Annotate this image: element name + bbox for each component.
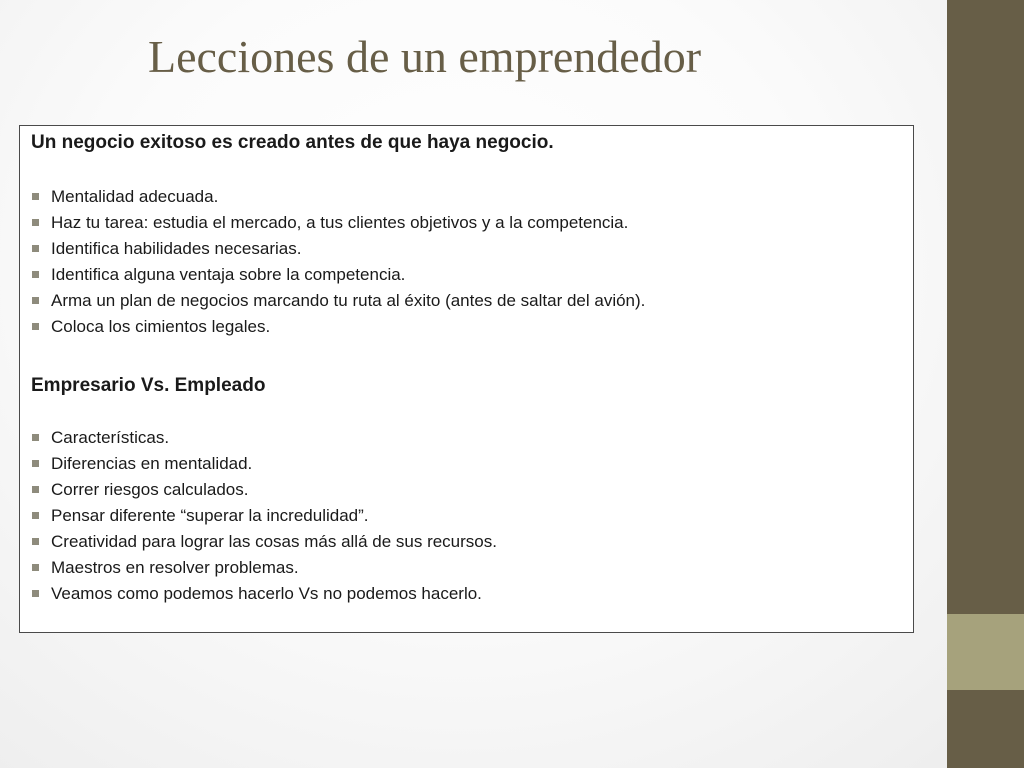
square-bullet-icon [32,323,39,330]
bullet-list-1 [31,184,901,340]
square-bullet-icon [32,271,39,278]
list-item [31,288,901,314]
list-item [31,236,901,262]
list-item [31,314,901,340]
square-bullet-icon [32,219,39,226]
list-item [31,581,901,607]
list-item-text: Haz tu tarea: estudia el mercado, a tus clientes objetivos y a la competencia. [51,213,629,232]
content-box [19,125,914,633]
list-item-text: Maestros en resolver problemas. [51,558,299,577]
list-item [31,425,901,451]
square-bullet-icon [32,460,39,467]
list-item-text: Arma un plan de negocios marcando tu ruta al éxito (antes de saltar del avión). [51,291,646,310]
square-bullet-icon [32,434,39,441]
square-bullet-icon [32,486,39,493]
list-item-text: Coloca los cimientos legales. [51,317,271,336]
list-item [31,555,901,581]
list-item [31,451,901,477]
list-item [31,262,901,288]
list-item-text: Identifica alguna ventaja sobre la competencia. [51,265,406,284]
list-item [31,210,901,236]
list-item-text: Diferencias en mentalidad. [51,454,253,473]
list-item-text: Creatividad para lograr las cosas más allá de sus recursos. [51,532,497,551]
list-item [31,184,901,210]
square-bullet-icon [32,193,39,200]
square-bullet-icon [32,590,39,597]
list-item-text: Pensar diferente “superar la incredulidad”. [51,506,369,525]
side-band-accent [947,614,1024,690]
list-item-text: Características. [51,428,170,447]
section-heading-2: Empresario Vs. Empleado [31,375,266,396]
list-item-text: Identifica habilidades necesarias. [51,239,302,258]
list-item-text: Mentalidad adecuada. [51,187,219,206]
list-item [31,529,901,555]
slide-title: Lecciones de un emprendedor [148,31,702,82]
square-bullet-icon [32,564,39,571]
list-item [31,503,901,529]
square-bullet-icon [32,538,39,545]
square-bullet-icon [32,245,39,252]
list-item [31,477,901,503]
list-item-text: Correr riesgos calculados. [51,480,249,499]
square-bullet-icon [32,512,39,519]
section-heading-1: Un negocio exitoso es creado antes de que haya negocio. [31,132,554,153]
list-item-text: Veamos como podemos hacerlo Vs no podemos hacerlo. [51,584,482,603]
square-bullet-icon [32,297,39,304]
bullet-list-2 [31,425,901,607]
